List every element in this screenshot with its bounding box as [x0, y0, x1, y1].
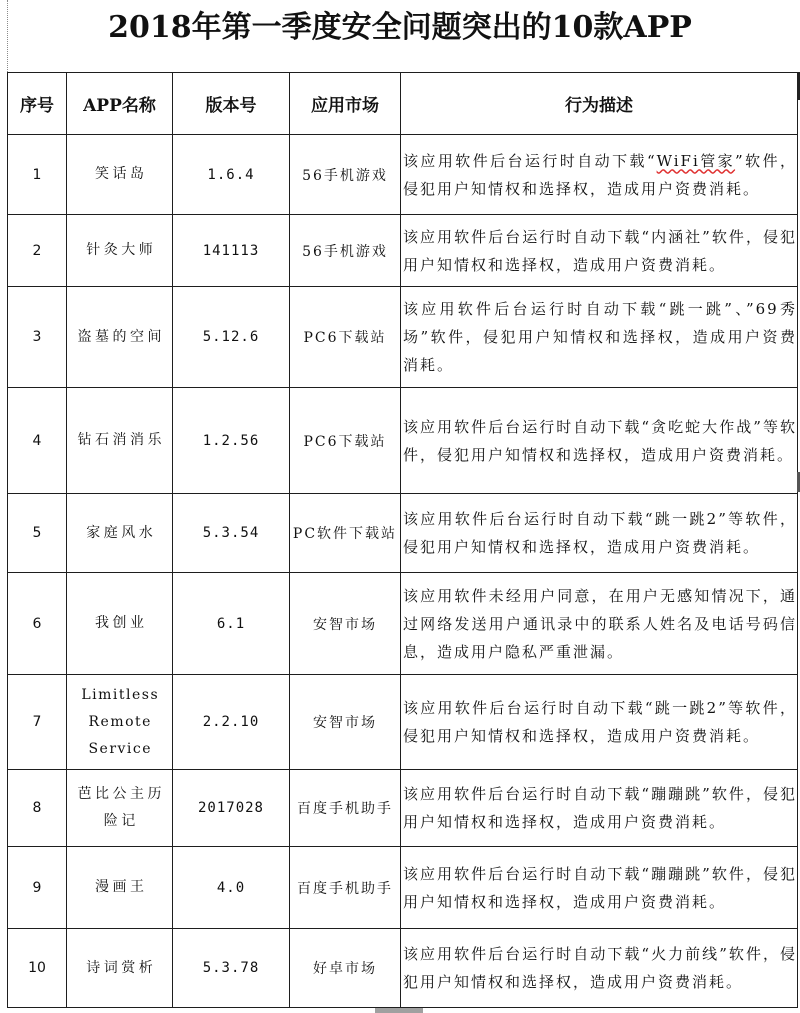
app-market: 安智市场 — [313, 616, 377, 633]
header-cell-name — [67, 73, 172, 134]
description-cell — [401, 847, 797, 928]
row-number-cell — [8, 675, 66, 769]
row-number: 1 — [32, 166, 42, 183]
description-cell — [401, 287, 797, 387]
row-number-cell — [8, 287, 66, 387]
row-number: 5 — [32, 525, 42, 541]
version-cell — [173, 573, 289, 674]
description-cell — [401, 215, 797, 286]
description-cell — [401, 388, 797, 493]
header-cell-market — [290, 73, 400, 134]
behavior-description: 该应用软件未经用户同意，在用户无感知情况下，通过网络发送用户通讯录中的联系人姓名及电话号码信息，造成用户隐私严重泄漏。 — [403, 586, 797, 661]
behavior-description: 该应用软件后台运行时自动下载“跳一跳2”等软件，侵犯用户知情权和选择权，造成用户资费消耗。 — [403, 699, 797, 745]
behavior-description: 该应用软件后台运行时自动下载“贪吃蛇大作战”等软件，侵犯用户知情权和选择权，造成用户资费消耗。 — [403, 417, 797, 464]
app-name-cell — [67, 675, 172, 769]
header-cell-no — [8, 73, 66, 134]
app-name-cell — [67, 135, 172, 214]
app-name: 芭比公主历险记 — [77, 786, 165, 829]
app-market: 安智市场 — [313, 715, 377, 731]
version-cell — [173, 287, 289, 387]
app-name-cell — [67, 494, 172, 572]
row-number-cell — [8, 494, 66, 572]
app-name: 我创业 — [95, 615, 148, 631]
spellcheck-flagged-text: WiFi管家 — [656, 151, 736, 170]
app-version: 2.2.10 — [202, 714, 260, 730]
app-version: 4.0 — [216, 879, 246, 896]
row-number: 10 — [28, 960, 46, 976]
app-market: PC软件下载站 — [292, 526, 398, 542]
description-cell — [401, 494, 797, 572]
version-cell — [173, 494, 289, 572]
market-cell — [290, 847, 400, 928]
version-cell — [173, 675, 289, 769]
row-number: 4 — [32, 432, 42, 449]
description-text: 该应用软件后台运行时自动下载“ — [403, 151, 657, 170]
app-version: 5.3.54 — [202, 525, 260, 541]
market-cell — [290, 929, 400, 1007]
header-market: 应用市场 — [311, 96, 379, 116]
app-market: 百度手机助手 — [297, 880, 393, 897]
version-cell — [173, 388, 289, 493]
row-number-cell — [8, 847, 66, 928]
app-name: 盗墓的空间 — [77, 328, 165, 345]
row-number: 6 — [32, 615, 42, 632]
app-name-cell — [67, 388, 172, 493]
app-market: PC6下载站 — [303, 330, 387, 346]
app-name: 针灸大师 — [86, 242, 157, 258]
app-version: 5.12.6 — [202, 329, 260, 345]
row-number: 9 — [32, 879, 42, 896]
app-name: 漫画王 — [95, 879, 148, 895]
description-cell — [401, 929, 797, 1007]
version-cell — [173, 770, 289, 846]
app-version: 1.6.4 — [207, 166, 255, 183]
app-market: 56手机游戏 — [302, 167, 388, 184]
app-name-cell — [67, 215, 172, 286]
behavior-description — [403, 147, 797, 203]
market-cell — [290, 135, 400, 214]
app-name: 家庭风水 — [86, 524, 157, 541]
header-description: 行为描述 — [565, 96, 633, 116]
version-cell — [173, 847, 289, 928]
row-number: 8 — [32, 800, 42, 816]
version-cell — [173, 929, 289, 1007]
description-cell — [401, 573, 797, 674]
market-cell — [290, 675, 400, 769]
description-cell — [401, 675, 797, 769]
app-version: 141113 — [202, 242, 260, 259]
behavior-description: 该应用软件后台运行时自动下载“内涵社”软件，侵犯用户知情权和选择权，造成用户资费消耗。 — [403, 227, 797, 274]
row-number: 3 — [32, 329, 42, 345]
row-number-cell — [8, 388, 66, 493]
app-version: 1.2.56 — [202, 432, 260, 449]
app-name: 笑话岛 — [95, 166, 148, 182]
app-market: 百度手机助手 — [297, 801, 393, 817]
row-number-cell — [8, 929, 66, 1007]
behavior-description: 该应用软件后台运行时自动下载“跳一跳”、”69秀场”软件，侵犯用户知情权和选择权，造成用户资费消耗。 — [403, 300, 797, 374]
app-name: Limitless Remote Service — [81, 686, 160, 757]
behavior-description: 该应用软件后台运行时自动下载“跳一跳2”等软件，侵犯用户知情权和选择权，造成用户资费消耗。 — [403, 510, 797, 556]
page-title: 2018年第一季度安全问题突出的10款APP — [108, 10, 692, 45]
version-cell — [173, 135, 289, 214]
app-name-cell — [67, 770, 172, 846]
behavior-description: 该应用软件后台运行时自动下载“蹦蹦跳”软件，侵犯用户知情权和选择权，造成用户资费消耗。 — [403, 785, 797, 831]
version-cell — [173, 215, 289, 286]
market-cell — [290, 770, 400, 846]
row-number-cell — [8, 135, 66, 214]
app-market: PC6下载站 — [303, 433, 387, 450]
app-name-cell — [67, 287, 172, 387]
app-version: 6.1 — [216, 615, 246, 632]
behavior-description: 该应用软件后台运行时自动下载“蹦蹦跳”软件，侵犯用户知情权和选择权，造成用户资费消耗。 — [403, 864, 797, 911]
row-number: 2 — [32, 242, 42, 259]
market-cell — [290, 573, 400, 674]
behavior-description: 该应用软件后台运行时自动下载“火力前线”软件，侵犯用户知情权和选择权，造成用户资费消耗。 — [403, 945, 797, 991]
app-market: 好卓市场 — [313, 961, 377, 977]
row-number-cell — [8, 770, 66, 846]
header-no: 序号 — [20, 96, 54, 116]
row-number: 7 — [32, 714, 42, 730]
row-number-cell — [8, 573, 66, 674]
market-cell — [290, 215, 400, 286]
row-number-cell — [8, 215, 66, 286]
header-cell-description — [401, 73, 797, 134]
market-cell — [290, 388, 400, 493]
market-cell — [290, 287, 400, 387]
scrollbar-thumb[interactable] — [375, 1008, 423, 1013]
header-version: 版本号 — [205, 96, 257, 116]
app-name-cell — [67, 929, 172, 1007]
header-name: APP名称 — [83, 96, 156, 116]
app-name: 钻石消消乐 — [77, 432, 165, 448]
header-cell-version — [173, 73, 289, 134]
app-version: 2017028 — [197, 800, 264, 816]
description-cell — [401, 135, 797, 214]
app-version: 5.3.78 — [202, 960, 260, 976]
app-name-cell — [67, 847, 172, 928]
app-name-cell — [67, 573, 172, 674]
app-market: 56手机游戏 — [302, 243, 388, 260]
app-name: 诗词赏析 — [86, 959, 157, 976]
market-cell — [290, 494, 400, 572]
description-cell — [401, 770, 797, 846]
app-security-table — [7, 72, 798, 1008]
description-text: ”软件，侵犯用户知情权和选择权，造成用户资费消耗。 — [403, 151, 797, 198]
